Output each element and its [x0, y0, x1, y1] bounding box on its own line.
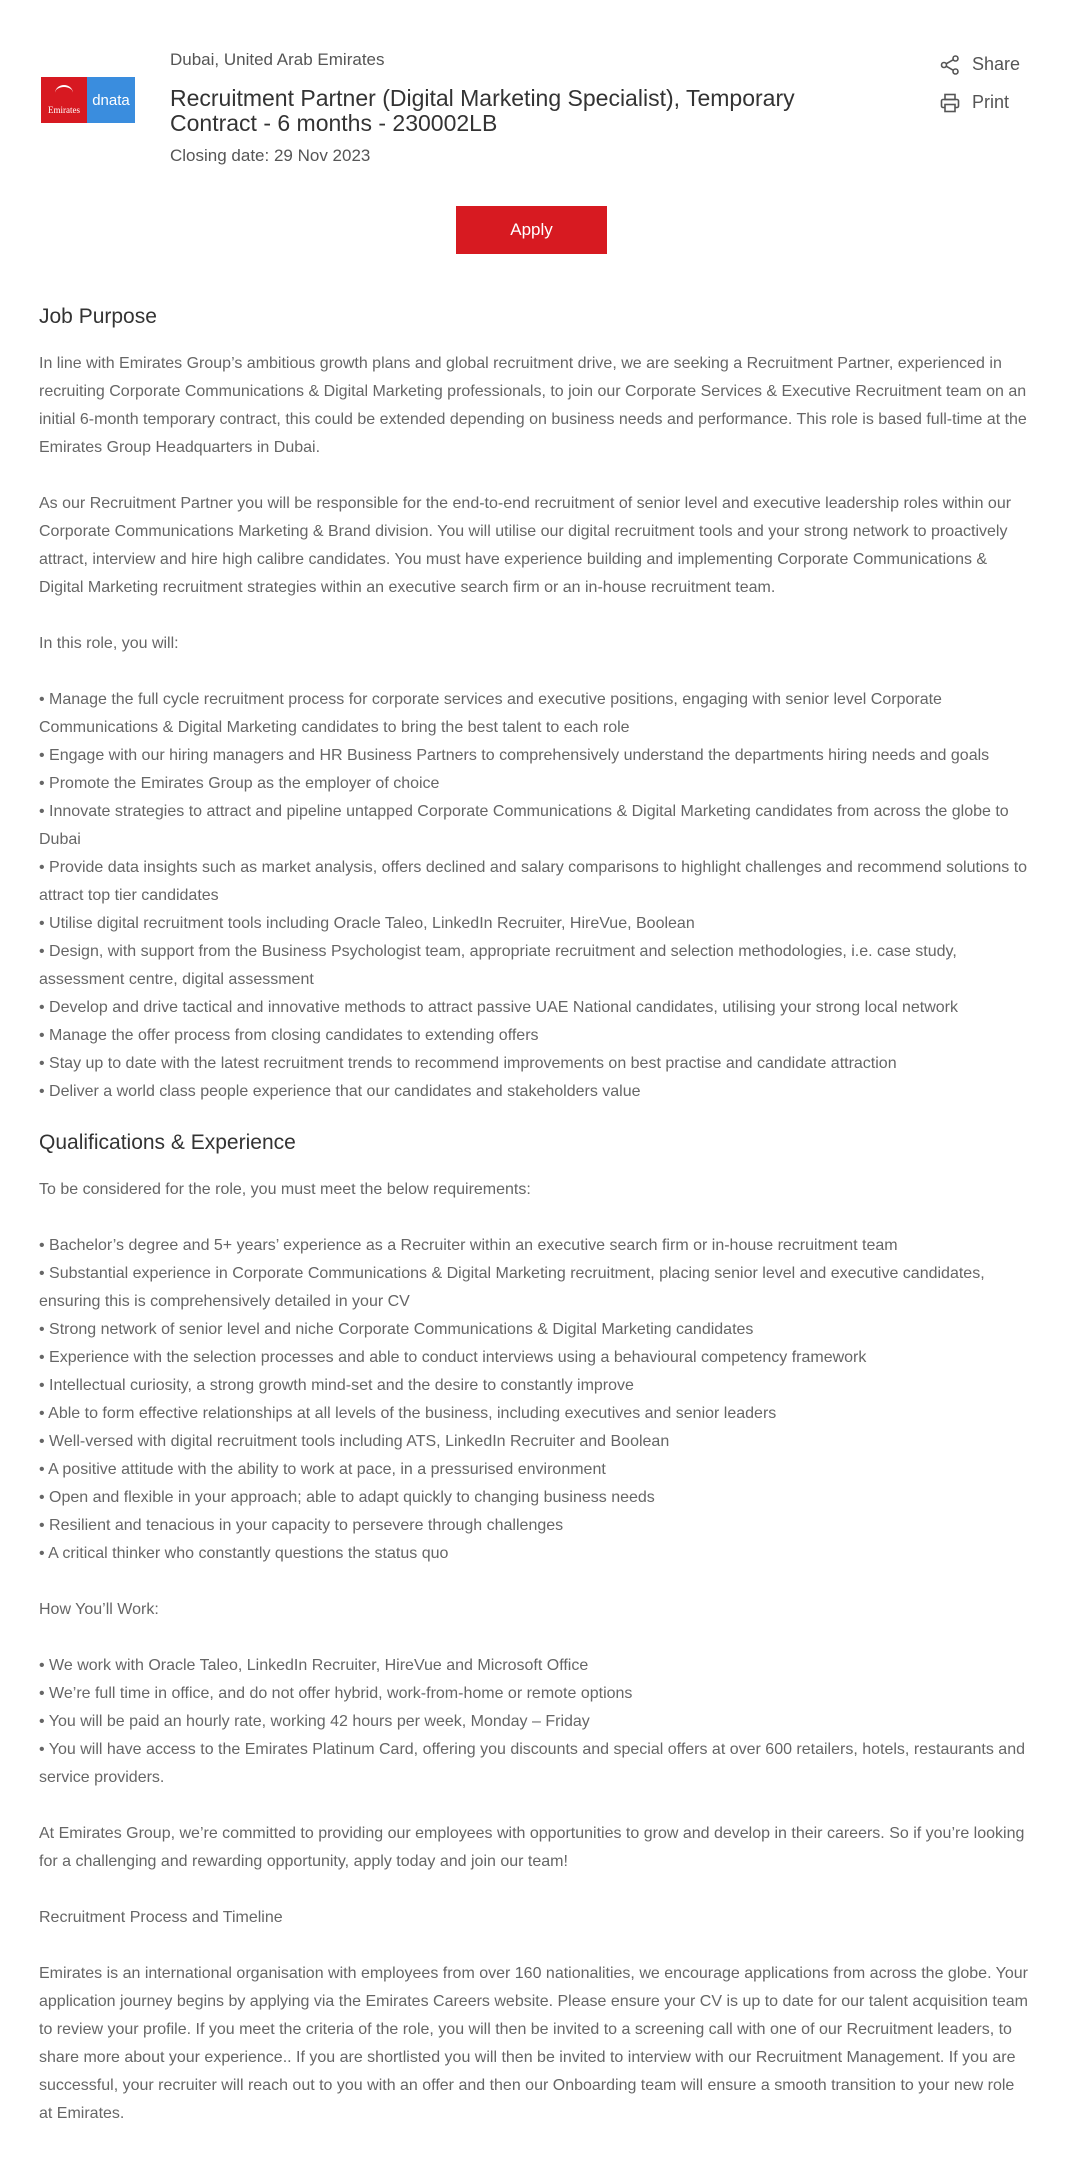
closing-date: Closing date: 29 Nov 2023 [170, 146, 371, 165]
job-header [0, 0, 1069, 180]
print-label: Print [972, 92, 1010, 112]
share-label: Share [972, 54, 1021, 74]
company-logo [41, 77, 135, 123]
apply-button[interactable]: Apply [456, 206, 607, 254]
list-item: • Experience with the selection processes and able to conduct interviews using a behavioural competency framework [39, 1349, 867, 1366]
list-item: • You will be paid an hourly rate, working 42 hours per week, Monday – Friday [39, 1713, 590, 1730]
list-item: • You will have access to the Emirates Platinum Card, offering you discounts and special offers at over 600 retailers, hotels, restaurants and service providers. [39, 1741, 1025, 1786]
emirates-calligraphy-icon [55, 85, 73, 101]
how-you-work-list [39, 1652, 1029, 1792]
recruitment-process-heading: Recruitment Process and Timeline [39, 1909, 283, 1926]
recruitment-process-paragraph: Emirates is an international organisation with employees from over 160 nationalities, we encourage applications from across the globe. Your application journey begins by applying via the Emirates Careers website. Please ensure your CV is up to date for our talent acquisition team to review your profile. If you meet the criteria of the role, you will then be invited to a screening call with one of our Recruitment leaders, to share more about your experience.. If you are shortlisted you will then be invited to interview with our Recruitment Management. If you are successful, your recruiter will reach out to you with an offer and then our Onboarding team will ensure a smooth transition to your new role at Emirates. [39, 1965, 1028, 2122]
role-intro: In this role, you will: [39, 635, 179, 652]
requirements-list [39, 1232, 1029, 1568]
list-item: • Manage the full cycle recruitment process for corporate services and executive positions, engaging with senior level Corporate Communications & Digital Marketing candidates to bring the best talent to each role [39, 691, 942, 736]
list-item: • Well-versed with digital recruitment tools including ATS, LinkedIn Recruiter and Boolean [39, 1433, 670, 1450]
emirates-logo [41, 77, 87, 123]
print-icon [940, 93, 960, 113]
list-item: • Strong network of senior level and niche Corporate Communications & Digital Marketing candidates [39, 1321, 754, 1338]
emirates-logo-text: Emirates [48, 105, 80, 115]
list-item: • Substantial experience in Corporate Communications & Digital Marketing recruitment, placing senior level and executive candidates, ensuring this is comprehensively detailed in your CV [39, 1265, 985, 1310]
list-item: • Stay up to date with the latest recruitment trends to recommend improvements on best practise and candidate attraction [39, 1055, 897, 1072]
list-item: • Innovate strategies to attract and pipeline untapped Corporate Communications & Digital Marketing candidates from across the globe to Dubai [39, 803, 1009, 848]
list-item: • Provide data insights such as market analysis, offers declined and salary comparisons to highlight challenges and recommend solutions to attract top tier candidates [39, 859, 1028, 904]
list-item: • Utilise digital recruitment tools including Oracle Taleo, LinkedIn Recruiter, HireVue, Boolean [39, 915, 695, 932]
job-purpose-heading: Job Purpose [39, 305, 157, 328]
list-item: • Intellectual curiosity, a strong growth mind-set and the desire to constantly improve [39, 1377, 634, 1394]
list-item: • Resilient and tenacious in your capacity to persevere through challenges [39, 1517, 564, 1534]
list-item: • A critical thinker who constantly questions the status quo [39, 1545, 449, 1562]
dnata-logo [87, 77, 135, 123]
job-location: Dubai, United Arab Emirates [170, 50, 385, 69]
list-item: • Promote the Emirates Group as the employer of choice [39, 775, 440, 792]
list-item: • Bachelor’s degree and 5+ years’ experience as a Recruiter within an executive search firm or in-house recruitment team [39, 1237, 898, 1254]
list-item: • Develop and drive tactical and innovative methods to attract passive UAE National candidates, utilising your strong local network [39, 999, 958, 1016]
list-item: • Manage the offer process from closing candidates to extending offers [39, 1027, 539, 1044]
qualifications-intro: To be considered for the role, you must meet the below requirements: [39, 1181, 531, 1198]
list-item: • Design, with support from the Business Psychologist team, appropriate recruitment and selection methodologies, i.e. case study, assessment centre, digital assessment [39, 943, 957, 988]
list-item: • Able to form effective relationships at all levels of the business, including executives and senior leaders [39, 1405, 777, 1422]
job-description [39, 298, 1029, 2128]
list-item: • We work with Oracle Taleo, LinkedIn Recruiter, HireVue and Microsoft Office [39, 1657, 589, 1674]
list-item: • Engage with our hiring managers and HR Business Partners to comprehensively understand the departments hiring needs and goals [39, 747, 990, 764]
list-item: • We’re full time in office, and do not offer hybrid, work-from-home or remote options [39, 1685, 633, 1702]
job-purpose-paragraph-1: In line with Emirates Group’s ambitious growth plans and global recruitment drive, we are seeking a Recruitment Partner, experienced in recruiting Corporate Communications & Digital Marketing professionals, to join our Corporate Services & Executive Recruitment team on an initial 6-month temporary contract, this could be extended depending on business needs and performance. This role is based full-time at the Emirates Group Headquarters in Dubai. [39, 355, 1027, 456]
responsibilities-list [39, 686, 1029, 1106]
job-purpose-paragraph-2: As our Recruitment Partner you will be responsible for the end-to-end recruitment of senior level and executive leadership roles within our Corporate Communications Marketing & Brand division. You will utilise our digital recruitment tools and your strong network to proactively attract, interview and hire high calibre candidates. You must have experience building and implementing Corporate Communications & Digital Marketing recruitment strategies within an executive search firm or an in-house recruitment team. [39, 495, 1012, 596]
dnata-logo-text: dnata [92, 91, 130, 109]
job-title: Recruitment Partner (Digital Marketing Specialist), Temporary Contract - 6 months - 230002LB [170, 85, 795, 136]
list-item: • Open and flexible in your approach; able to adapt quickly to changing business needs [39, 1489, 655, 1506]
commitment-paragraph: At Emirates Group, we’re committed to providing our employees with opportunities to grow and develop in their careers. So if you’re looking for a challenging and rewarding opportunity, apply today and join our team! [39, 1825, 1025, 1870]
print-button[interactable] [940, 92, 1009, 113]
share-icon [940, 55, 960, 75]
how-you-work-heading: How You’ll Work: [39, 1601, 159, 1618]
list-item: • A positive attitude with the ability to work at pace, in a pressurised environment [39, 1461, 606, 1478]
list-item: • Deliver a world class people experience that our candidates and stakeholders value [39, 1083, 641, 1100]
qualifications-heading: Qualifications & Experience [39, 1131, 296, 1154]
share-button[interactable] [940, 54, 1020, 75]
